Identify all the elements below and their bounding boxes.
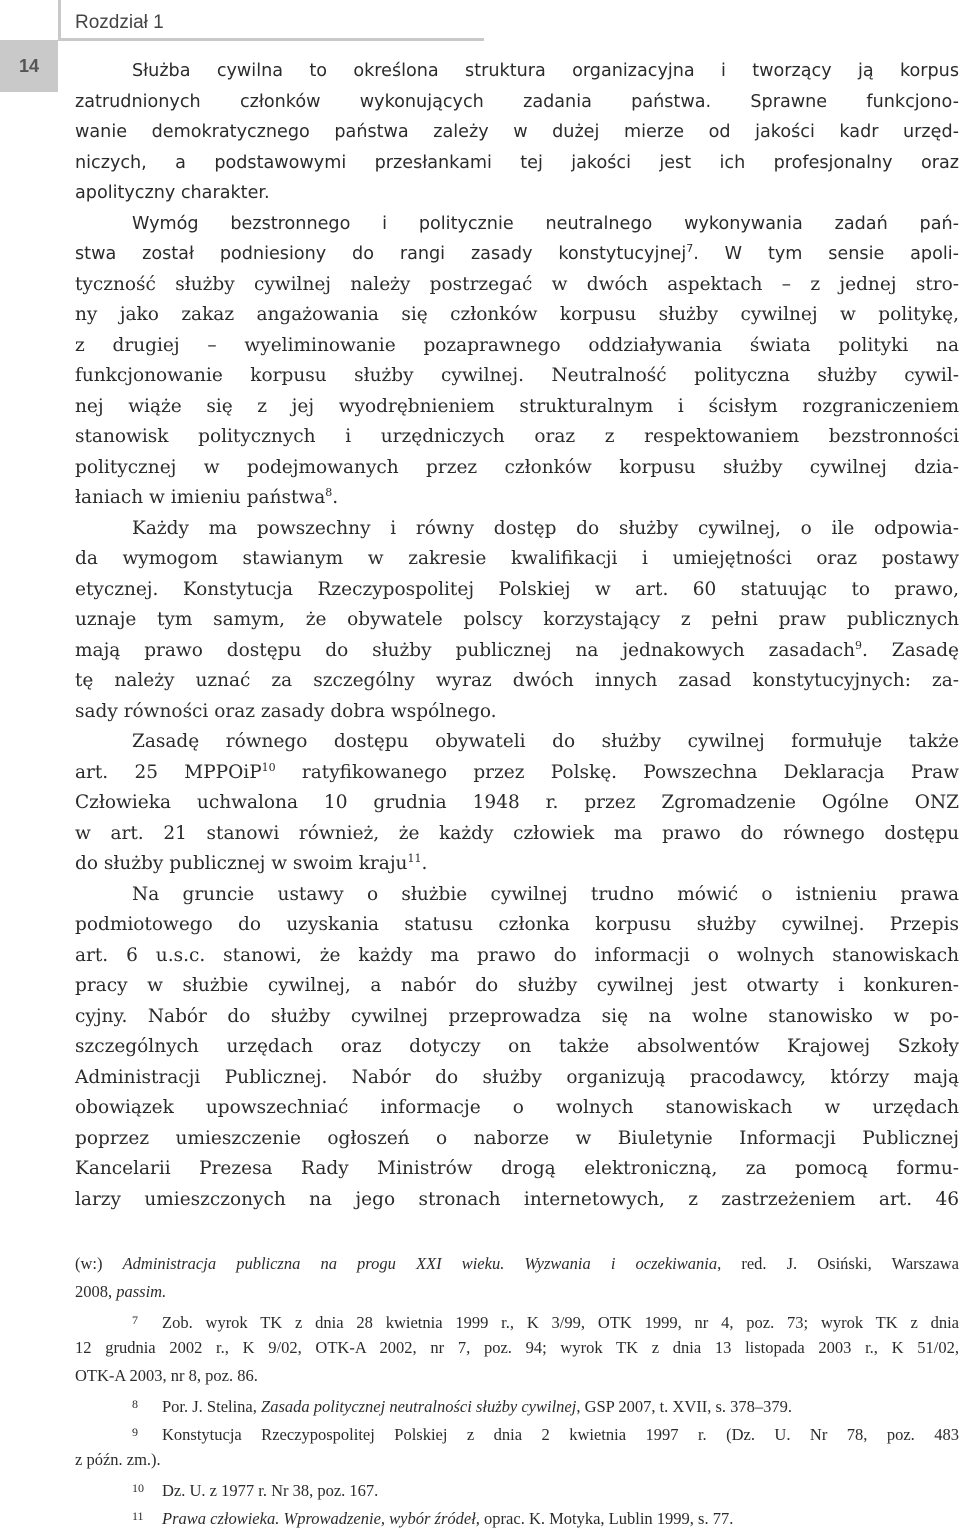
- footnote-number: 9: [132, 1425, 138, 1439]
- text-line: tyczność służby cywilnej należy postrzegać w dwóch aspektach – z jednej stro-: [75, 273, 959, 295]
- text-line: szczególnych urzędach oraz dotyczy on także absolwentów Krajowej Szkoły: [75, 1036, 959, 1057]
- text-line: funkcjonowanie korpusu służby cywilnej. Neutralność polityczna służby cywil-: [75, 365, 959, 386]
- text-line: Każdy ma powszechny i równy dostęp do służby cywilnej, o ile odpowia-: [132, 517, 959, 539]
- text-line: mają prawo dostępu do służby publicznej na jednakowych zasadach$^9$. Zasadę: [75, 638, 959, 661]
- footnote-line: 11 Prawa człowieka. Wprowadzenie, wybór źródeł, oprac. K. Motyka, Lublin 1999, s. 77.: [75, 1502, 959, 1530]
- text-line: wanie demokratycznego państwa zależy w dużej mierze od jakości kadr urzęd-: [75, 122, 959, 142]
- text-line: etycznej. Konstytucja Rzeczypospolitej Polskiej w art. 60 statuując to prawo,: [75, 578, 959, 600]
- text-line: larzy umieszczonych na jego stronach internetowych, z zastrzeżeniem art. 46: [75, 1188, 959, 1210]
- footnote: [75, 1502, 959, 1530]
- text-line: niczych, a podstawowymi przesłankami tej jakości jest ich profesjonalny oraz: [75, 152, 959, 173]
- text-line: poprzez umieszczenie ogłoszeń o naborze w Biuletynie Informacji Publicznej: [75, 1127, 959, 1149]
- text-line: sady równości oraz zasady dobra wspólnego.: [75, 700, 497, 722]
- footnote-number: 11: [132, 1509, 144, 1523]
- footnote-line: 7 Zob. wyrok TK z dnia 28 kwietnia 1999 r., K 3/99, OTK 1999, nr 4, poz. 73; wyrok TK z dnia: [75, 1306, 959, 1334]
- text-line: zatrudnionych członków wykonujących zadania państwa. Sprawne funkcjono-: [75, 91, 959, 112]
- text-line: art. 25 MPPOiP$^{10}$ ratyfikowanego przez Polskę. Powszechna Deklaracja Praw: [75, 760, 959, 783]
- text-line: nej wiąże się z jej wyodrębnieniem strukturalnym i ścisłym rozgraniczeniem: [75, 395, 959, 417]
- footnote-ref: 10: [261, 760, 276, 774]
- footnote-ref: 8: [325, 485, 333, 499]
- body-text: [75, 56, 959, 1215]
- footnote: [75, 1306, 959, 1390]
- footnote-number: 8: [132, 1397, 138, 1411]
- chapter-title: Rozdział 1: [75, 12, 164, 33]
- footnote-line: (w:) Administracja publiczna na progu XXI wieku. Wyzwania i oczekiwania, red. J. Osiński, Warszawa: [75, 1254, 959, 1273]
- text-line: politycznej w podejmowanych przez członków korpusu służby cywilnej dzia-: [75, 456, 959, 478]
- footnote-line: 9 Konstytucja Rzeczypospolitej Polskiej z dnia 2 kwietnia 1997 r. (Dz. U. Nr 78, poz. 483: [75, 1418, 959, 1446]
- paragraph: [75, 56, 959, 209]
- text-line: w art. 21 stanowi również, że każdy człowiek ma prawo do równego dostępu: [75, 822, 959, 844]
- page-number: 14: [0, 40, 58, 92]
- text-line: obowiązek upowszechniać informacje o wolnych stanowiskach w urzędach: [75, 1097, 959, 1118]
- text-line: Kancelarii Prezesa Rady Ministrów drogą elektroniczną, za pomocą formu-: [75, 1158, 959, 1179]
- text-line: łaniach w imieniu państwa$^8$.: [75, 485, 339, 508]
- text-line: apolityczny charakter.: [75, 183, 270, 203]
- text-line: cyjny. Nabór do służby cywilnej przeprowadza się na wolne stanowisko w po-: [75, 1005, 959, 1027]
- paragraph: [75, 727, 959, 880]
- text-line: da wymogom stawianym w zakresie kwalifikacji i umiejętności oraz postawy: [75, 548, 959, 569]
- text-line: do służby publicznej w swoim kraju$^{11}$.: [75, 851, 428, 874]
- footnote-ref: 7: [686, 242, 694, 256]
- footnote-line: z późn. zm.).: [75, 1450, 161, 1469]
- text-line: podmiotowego do uzyskania statusu członka korpusu służby cywilnej. Przepis: [75, 914, 959, 935]
- text-line: uznaje tym samym, że obywatele polscy korzystający z pełni praw publicznych: [75, 609, 959, 630]
- text-line: stanowisk politycznych i urzędniczych oraz z respektowaniem bezstronności: [75, 426, 959, 447]
- text-line: ny jako zakaz angażowania się członków korpusu służby cywilnej w politykę,: [75, 304, 959, 325]
- footnote-ref: 11: [407, 851, 422, 865]
- text-line: z drugiej – wyeliminowanie pozaprawnego oddziaływania świata polityki na: [75, 334, 959, 356]
- footnote-line: 8 Por. J. Stelina, Zasada politycznej neutralności służby cywilnej, GSP 2007, t. XVII, s. 378–379.: [75, 1390, 959, 1418]
- footnote-ref: 9: [855, 638, 863, 652]
- footnote: [75, 1250, 959, 1306]
- text-line: Wymóg bezstronnego i politycznie neutralnego wykonywania zadań pań-: [132, 213, 959, 234]
- paragraph: [75, 880, 959, 1216]
- footnote: [75, 1390, 959, 1418]
- text-line: pracy w służbie cywilnej, a nabór do służby cywilnej jest otwarty i konkuren-: [75, 975, 959, 996]
- footnote: [75, 1418, 959, 1474]
- header-rule: [58, 38, 484, 41]
- paragraph: [75, 514, 959, 728]
- header-rule-vertical: [58, 0, 61, 40]
- text-line: Zasadę równego dostępu obywateli do służby cywilnej formułuje także: [132, 731, 959, 752]
- text-line: Administracji Publicznej. Nabór do służby organizują pracodawcy, którzy mają: [75, 1066, 959, 1088]
- footnote-line: OTK-A 2003, nr 8, poz. 86.: [75, 1366, 258, 1385]
- footnote-line: 10 Dz. U. z 1977 r. Nr 38, poz. 167.: [75, 1474, 959, 1502]
- footnotes: [75, 1250, 959, 1530]
- footnote-line: 12 grudnia 2002 r., K 9/02, OTK-A 2002, nr 7, poz. 94; wyrok TK z dnia 13 listopada 2003 r., K 51/02,: [75, 1338, 959, 1357]
- footnote-line: 2008, passim.: [75, 1282, 167, 1301]
- footnote-number: 7: [132, 1313, 138, 1327]
- text-line: Na gruncie ustawy o służbie cywilnej trudno mówić o istnieniu prawa: [132, 883, 959, 905]
- footnote: [75, 1474, 959, 1502]
- text-line: art. 6 u.s.c. stanowi, że każdy ma prawo do informacji o wolnych stanowiskach: [75, 944, 959, 966]
- text-line: Człowieka uchwalona 10 grudnia 1948 r. przez Zgromadzenie Ogólne ONZ: [75, 792, 959, 813]
- paragraph: [75, 209, 959, 514]
- text-line: tę należy uznać za szczególny wyraz dwóch innych zasad konstytucyjnych: za-: [75, 670, 959, 691]
- text-line: Służba cywilna to określona struktura organizacyjna i tworzący ją korpus: [132, 61, 959, 81]
- text-line: stwa został podniesiony do rangi zasady konstytucyjnej$^7$. W tym sensie apoli-: [75, 242, 959, 264]
- footnote-number: 10: [132, 1481, 144, 1495]
